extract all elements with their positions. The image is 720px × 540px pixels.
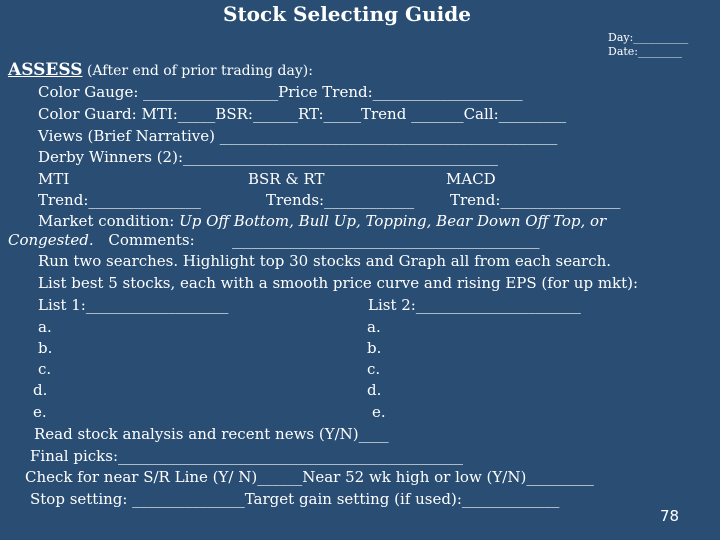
mti-trend-field: Trend:_______________ — [38, 191, 201, 209]
mti-label: MTI — [38, 170, 70, 188]
macd-trend-field: Trend:________________ — [450, 191, 621, 209]
stop-target-line: Stop setting: _______________Target gain setting (if used):_____________ — [30, 490, 560, 508]
assess-heading: ASSESS — [8, 60, 83, 80]
congested-option: Congested. — [8, 231, 94, 249]
macd-label: MACD — [446, 170, 496, 188]
comments-line — [8, 231, 195, 249]
color-guard-line: Color Guard: MTI:_____BSR:______RT:_____Trend _______Call:_________ — [38, 105, 567, 123]
date-field: Date:________ — [608, 45, 683, 58]
market-condition-line — [38, 212, 606, 230]
market-condition-options: Up Off Bottom, Bull Up, Topping, Bear Down Off Top, or — [179, 212, 607, 230]
page-number: 78 — [660, 507, 680, 525]
list-1-item-e: e. — [33, 403, 47, 421]
comments-label: Comments: — [108, 231, 195, 249]
list-2-field — [368, 296, 581, 314]
comments-blank: _________________________________________ — [232, 231, 540, 249]
list-1-blank: ___________________ — [85, 296, 229, 314]
list-2-label: List 2: — [368, 296, 416, 314]
list-1-item-d: d. — [33, 381, 48, 399]
color-gauge-line: Color Gauge: __________________Price Trend:____________________ — [38, 83, 523, 101]
bsr-rt-label: BSR & RT — [248, 170, 325, 188]
bsr-trends-field: Trends:____________ — [266, 191, 415, 209]
market-condition-label: Market condition: — [38, 212, 180, 230]
assess-note: (After end of prior trading day): — [82, 63, 313, 79]
sr-line-check: Check for near S/R Line (Y/ N)______Near 52 wk high or low (Y/N)_________ — [25, 468, 594, 486]
list-1-item-c: c. — [38, 360, 52, 378]
read-analysis-line: Read stock analysis and recent news (Y/N)____ — [34, 425, 389, 443]
list-2-item-e: e. — [372, 403, 386, 421]
assess-line — [8, 60, 313, 80]
final-picks-line: Final picks:______________________________________________ — [30, 447, 464, 465]
views-line: Views (Brief Narrative) _____________________________________________ — [38, 127, 558, 145]
list-2-blank: ______________________ — [415, 296, 581, 314]
list-1-field — [38, 296, 228, 314]
list-1-label: List 1: — [38, 296, 86, 314]
list-1-item-b: b. — [38, 339, 53, 357]
page-title: Stock Selecting Guide — [223, 2, 471, 26]
derby-winners-line: Derby Winners (2):__________________________________________ — [38, 148, 499, 166]
run-searches-line: Run two searches. Highlight top 30 stocks and Graph all from each search. — [38, 252, 612, 270]
day-field: Day:__________ — [608, 31, 689, 44]
list-1-item-a: a. — [38, 318, 52, 336]
list-2-item-b: b. — [367, 339, 382, 357]
list-2-item-a: a. — [367, 318, 381, 336]
list-2-item-c: c. — [367, 360, 381, 378]
list-2-item-d: d. — [367, 381, 382, 399]
list-best-line: List best 5 stocks, each with a smooth price curve and rising EPS (for up mkt): — [38, 274, 639, 292]
